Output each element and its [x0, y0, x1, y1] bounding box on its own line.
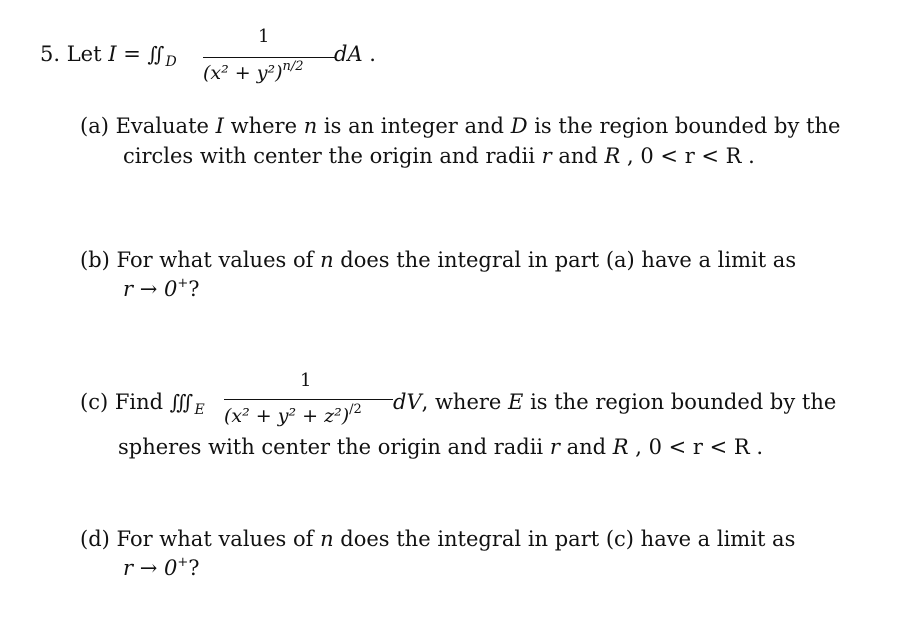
region-e-subscript: E — [194, 402, 205, 418]
part-c-line-1: (c) Find ∭ $_E$ — [80, 390, 205, 418]
double-integral-symbol: ∬ — [147, 42, 160, 66]
part-b-line-1: (b) For what values of n does the integral in part (a) have a limit as — [80, 248, 797, 272]
part-a-line-1: (a) Evaluate I where n is an integer and D is the region bounded by the — [80, 114, 841, 138]
part-c-line-1-rest: dV, where E is the region bounded by the — [393, 390, 837, 414]
part-c-fraction-numerator: 1 — [300, 370, 312, 391]
region-d-subscript: D — [165, 54, 177, 70]
triple-integral-symbol: ∭ — [169, 390, 189, 414]
denominator-exponent: n/2 — [282, 59, 304, 74]
part-d-line-1: (d) For what values of n does the integral in part (c) have a limit as — [80, 527, 796, 551]
part-d-line-2: r → 0+? — [123, 555, 200, 580]
part-c-label: (c) — [80, 390, 109, 414]
differential-area: dA . — [334, 42, 376, 66]
fraction-denominator — [203, 59, 304, 84]
denominator-base: (x² + y²) — [203, 62, 283, 84]
part-b-line-2: r → 0+? — [123, 276, 200, 301]
differential-volume: dV — [393, 390, 422, 414]
part-d-label: (d) — [80, 527, 110, 551]
fraction-bar — [203, 57, 335, 58]
problem-number: 5. — [40, 42, 61, 66]
problem-statement — [40, 42, 177, 70]
fraction-numerator: 1 — [258, 26, 270, 47]
part-c-fraction-denominator: $(x^2 + y^2 + z^2)^{/2}$ — [224, 402, 362, 427]
part-c-line-2: spheres with center the origin and radii r and R , 0 < r < R . — [118, 435, 764, 459]
intro-text: Let — [66, 42, 102, 66]
part-c-fraction-bar — [224, 399, 393, 400]
equals-sign: = — [123, 42, 141, 66]
part-b-label: (b) — [80, 248, 110, 272]
integral-variable: I — [108, 42, 117, 66]
part-a-label: (a) — [80, 114, 109, 138]
part-a-line-2: circles with center the origin and radii r and R , 0 < r < R . — [123, 144, 755, 168]
